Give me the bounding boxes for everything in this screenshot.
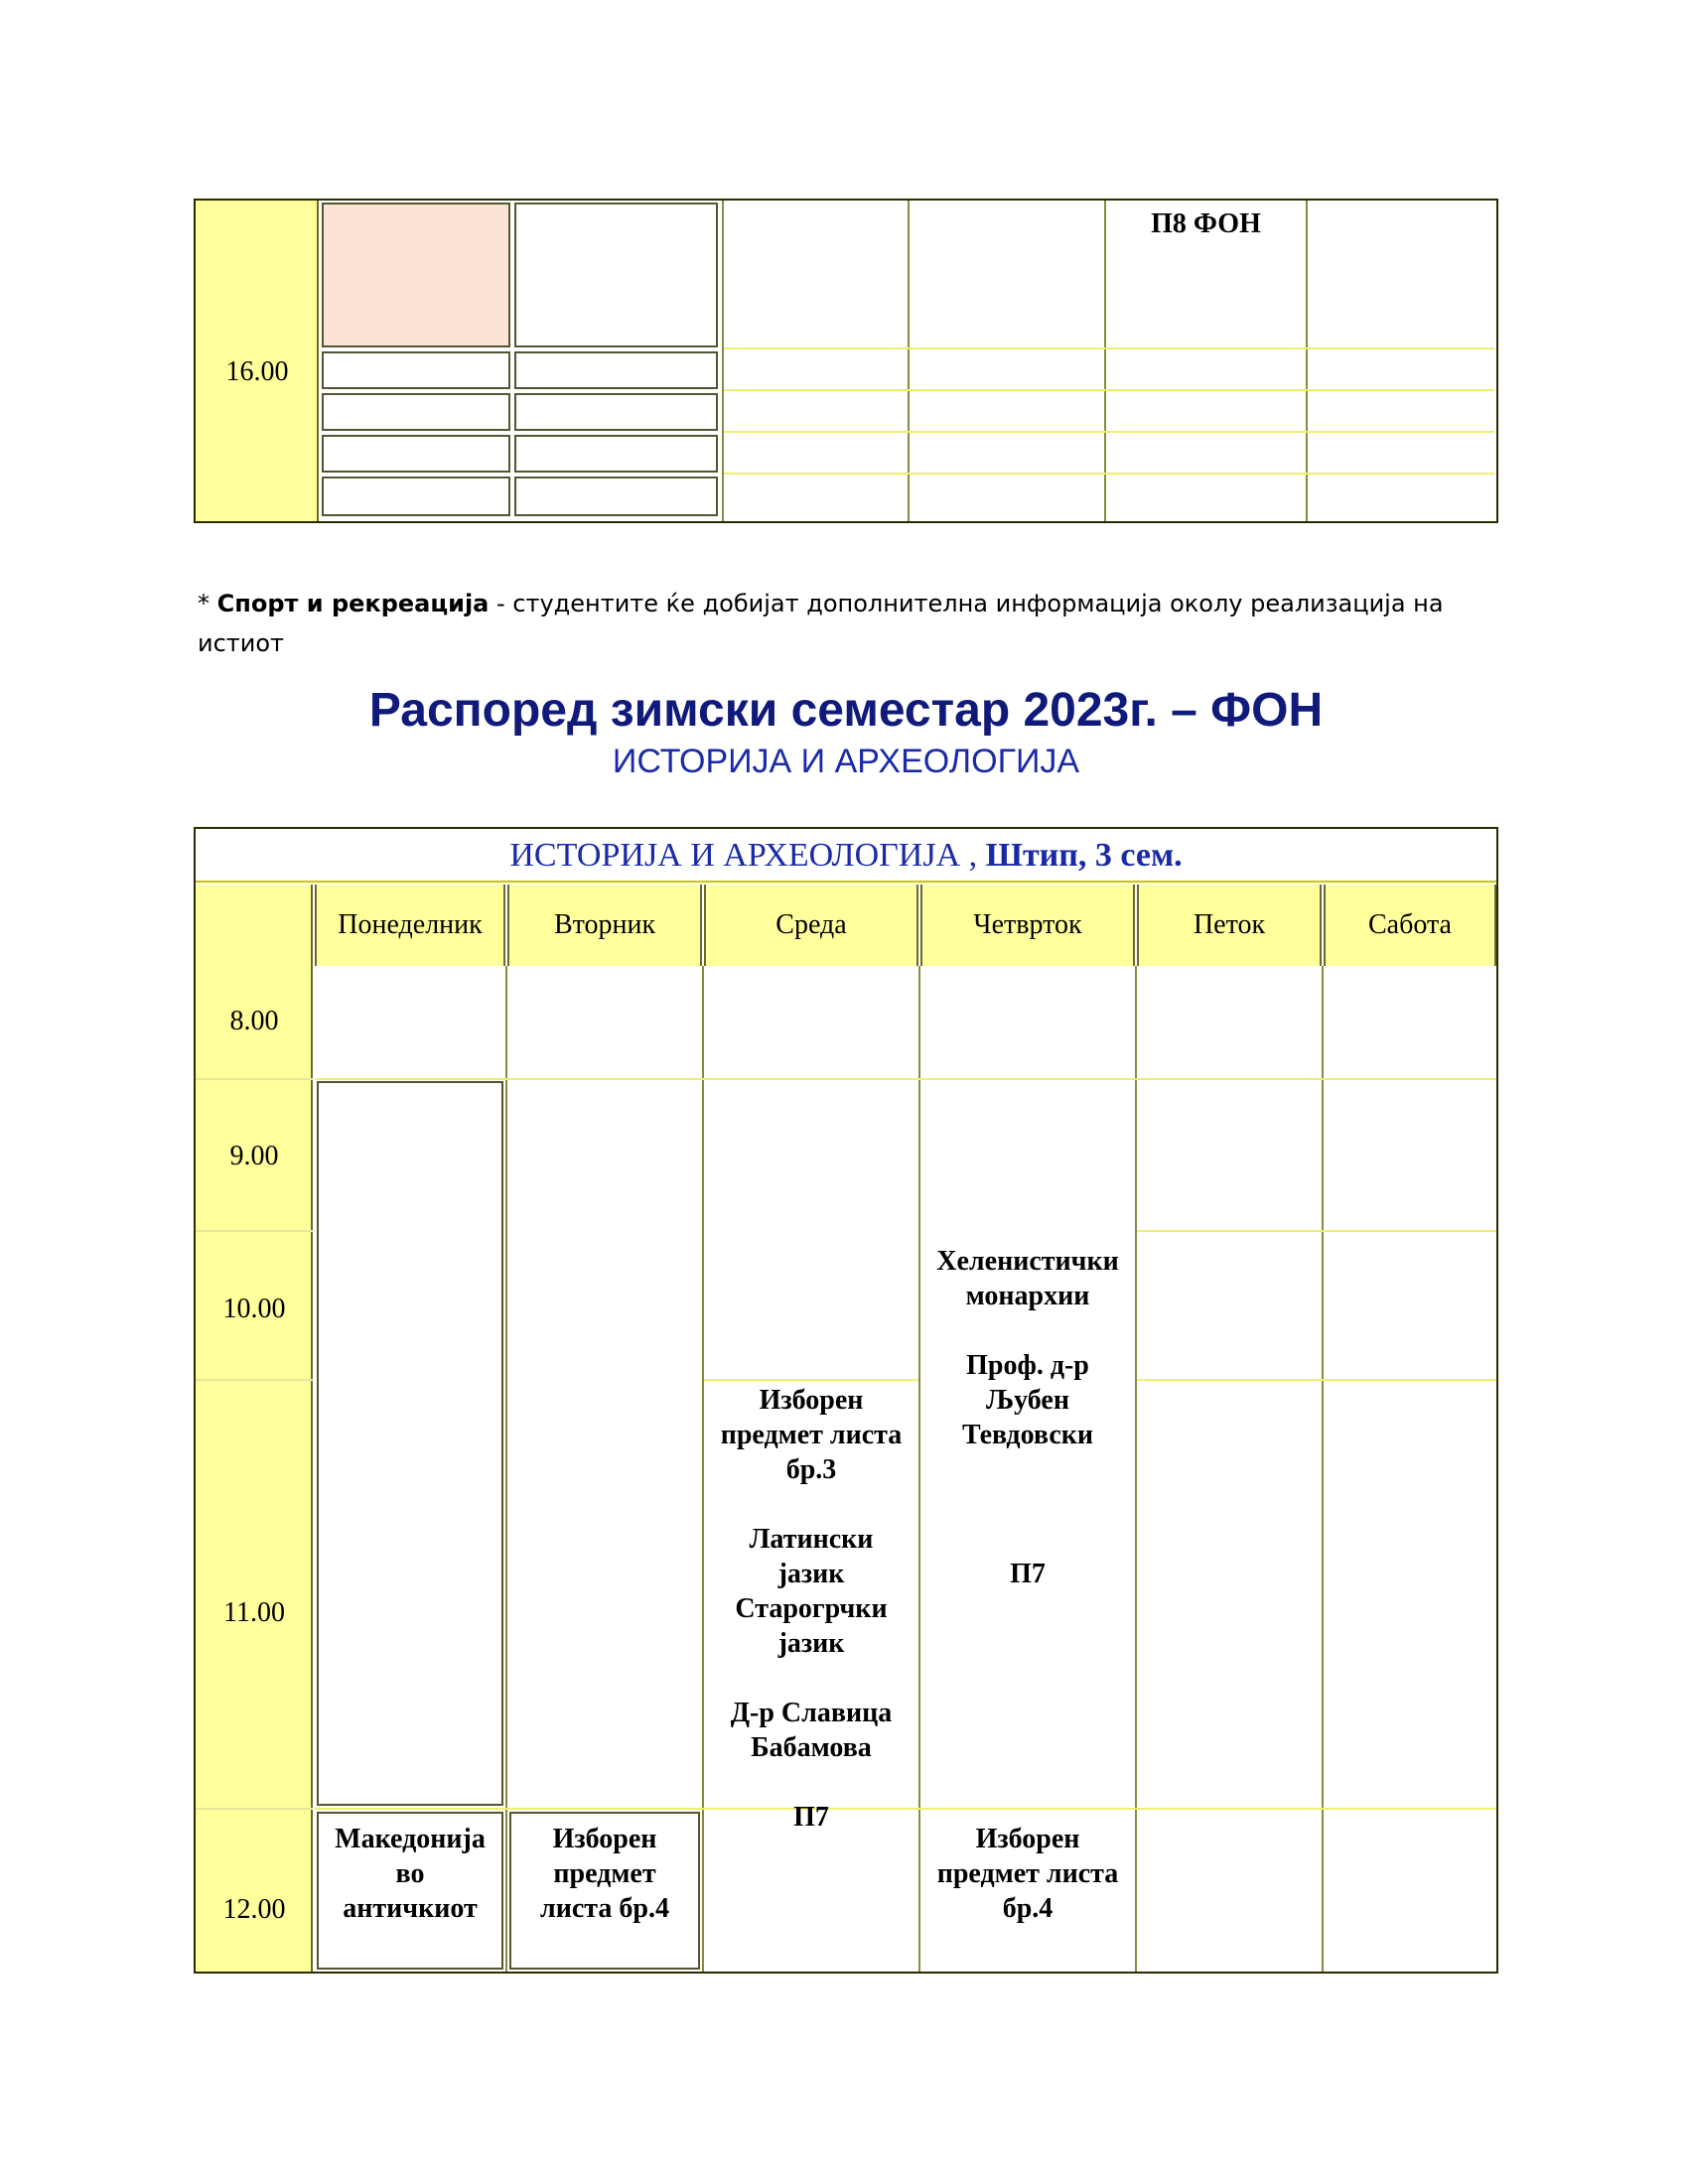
time-label: 12.00 (222, 1894, 286, 1925)
day-header-thursday: Четврток (920, 885, 1135, 966)
time-label-16: 16.00 (225, 356, 289, 387)
schedule-header (196, 829, 1496, 883)
row-divider (1137, 1379, 1496, 1381)
row-divider (1137, 1230, 1496, 1232)
day-header-friday: Петок (1137, 885, 1322, 966)
course-elective4-tue-text: Изборен предмет листа бр.4 (540, 1824, 669, 1924)
time-label: 8.00 (229, 1006, 279, 1036)
time-label: 11.00 (223, 1597, 285, 1628)
column-divider (1135, 966, 1137, 1972)
course-macedonia-text: Македонија во античкиот (335, 1824, 486, 1924)
main-schedule-table (194, 827, 1498, 1974)
page-title: Распоред зимски семестар 2023г. – ФОН (368, 684, 1324, 737)
note-text-line2: истиот (198, 629, 285, 657)
course-elective4-thu: Изборен предмет листа бр.4 (936, 1824, 1119, 1924)
monday-block (317, 1081, 503, 1806)
slot-cell (322, 477, 510, 516)
slot-cell (322, 203, 510, 347)
top-schedule-table (194, 199, 1498, 523)
row-divider (704, 1379, 918, 1381)
course-hellenistic-thu: Хеленистички монархии Проф. д-р Љубен Тевдовски П7 (936, 1246, 1119, 1589)
room-label: П8 ФОН (1151, 208, 1261, 239)
slot-cell (322, 351, 510, 389)
row-divider (196, 1078, 313, 1080)
row-divider (196, 1230, 313, 1232)
row-divider (196, 1379, 313, 1381)
time-label: 9.00 (229, 1141, 279, 1171)
sport-note (198, 584, 1498, 663)
note-text: - студентите ќе добијат дополнителна информација околу реализација на (489, 590, 1444, 617)
row-divider (724, 431, 1494, 433)
note-bold: Спорт и рекреација (216, 590, 490, 617)
row-divider (315, 1078, 1496, 1080)
column-divider (1322, 966, 1324, 1972)
column-divider (505, 966, 507, 1972)
course-elective3-wed: Изборен предмет листа бр.3 Латински јазик Старогрчки јазик Д-р Славица Бабамова П7 (720, 1385, 903, 1833)
header-location: Штип, 3 сем. (977, 837, 1183, 874)
day-header-monday: Понеделник (315, 885, 505, 966)
row-divider (724, 347, 1494, 349)
slot-cell (514, 203, 718, 347)
page-subtitle: ИСТОРИЈА И АРХЕОЛОГИЈА (612, 743, 1080, 780)
row-divider (196, 1808, 313, 1810)
slot-cell (322, 393, 510, 431)
slot-cell (322, 435, 510, 473)
day-header-saturday: Сабота (1324, 885, 1496, 966)
slot-cell (514, 435, 718, 473)
row-divider (724, 389, 1494, 391)
row-divider (724, 473, 1494, 475)
time-label: 10.00 (222, 1294, 286, 1324)
day-header-tuesday: Вторник (507, 885, 702, 966)
day-header-wednesday: Среда (704, 885, 918, 966)
header-program: ИСТОРИЈА И АРХЕОЛОГИЈА , (509, 837, 978, 874)
slot-cell (514, 393, 718, 431)
slot-cell (514, 351, 718, 389)
slot-cell (514, 477, 718, 516)
note-star: * (198, 590, 210, 617)
